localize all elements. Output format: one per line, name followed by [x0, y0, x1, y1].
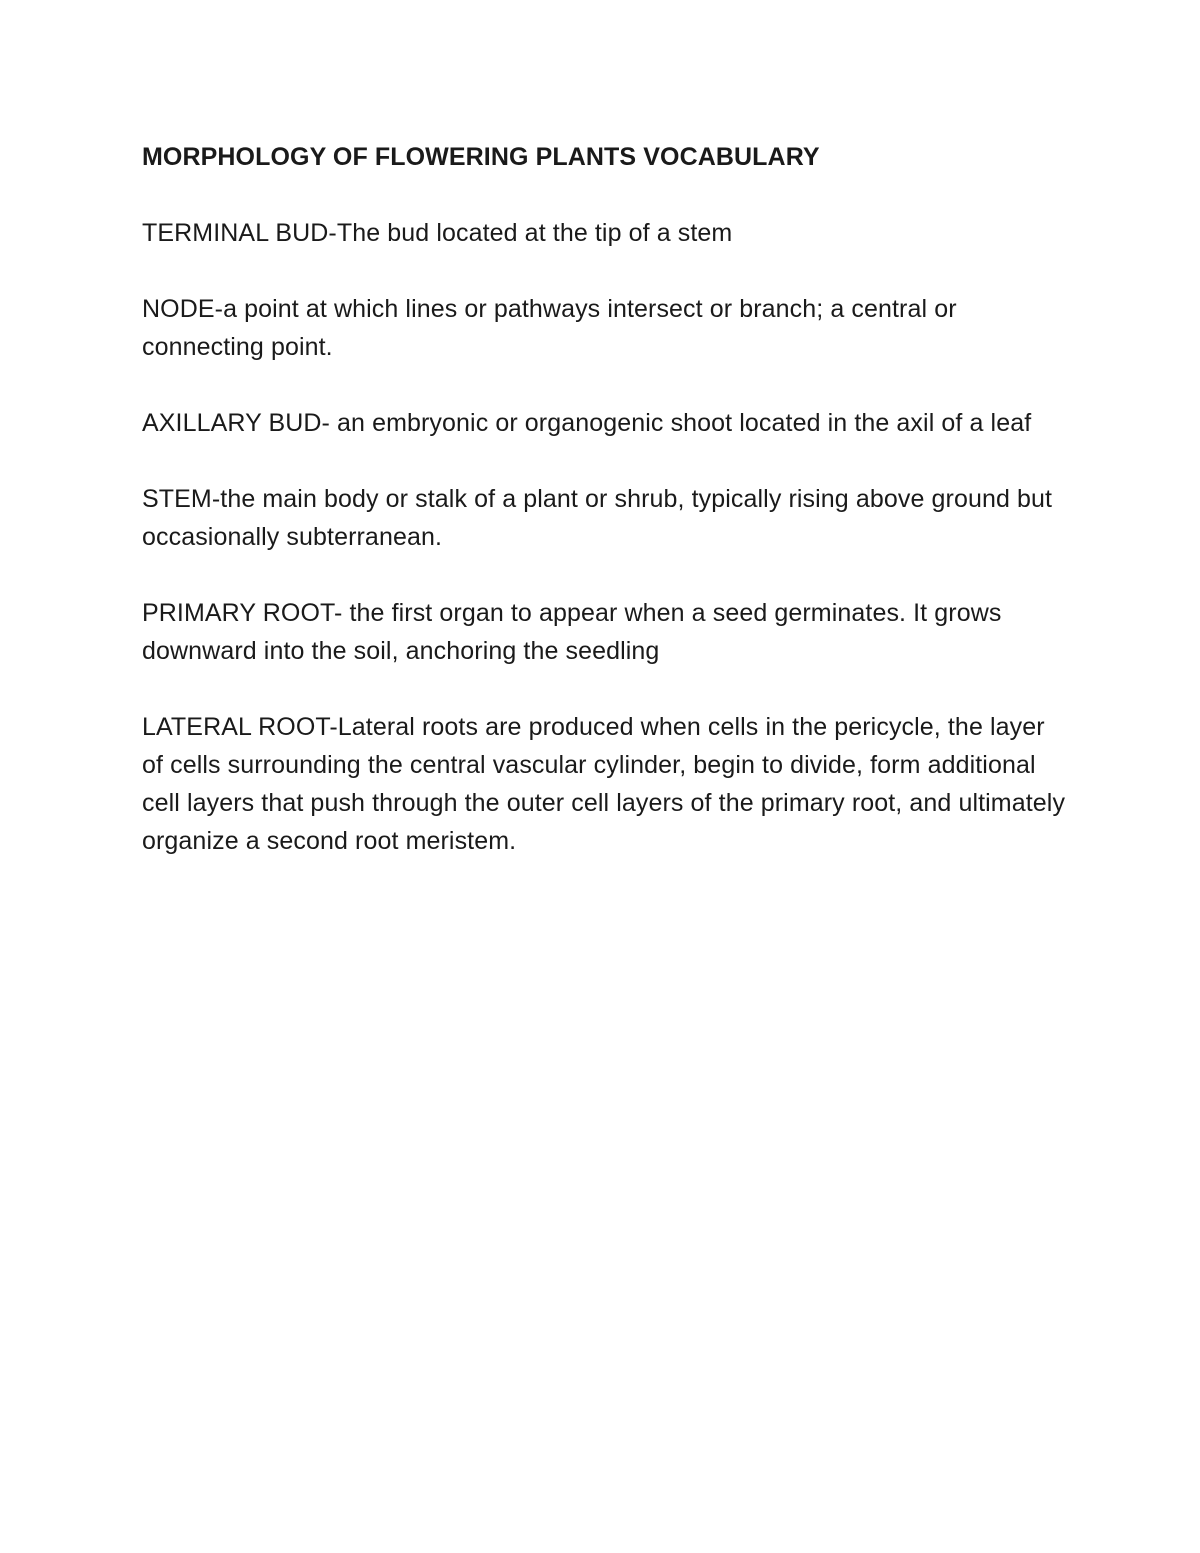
- vocab-term: TERMINAL BUD-: [142, 219, 337, 247]
- vocab-definition: the first organ to appear when a seed germinates. It grows downward into the soil, anchoring the seedling: [142, 599, 1002, 665]
- document-title: MORPHOLOGY OF FLOWERING PLANTS VOCABULARY: [142, 143, 820, 171]
- vocab-term: PRIMARY ROOT-: [142, 599, 343, 627]
- vocab-entry-stem: [142, 480, 1072, 556]
- vocab-term: STEM-: [142, 485, 221, 513]
- document-body: [142, 138, 1072, 898]
- vocab-definition: a point at which lines or pathways intersect or branch; a central or connecting point.: [142, 295, 957, 361]
- vocab-definition: the main body or stalk of a plant or shrub, typically rising above ground but occasionally subterranean.: [142, 485, 1053, 551]
- vocab-entry-terminal-bud: [142, 214, 1072, 252]
- vocab-entry-primary-root: [142, 594, 1072, 670]
- vocab-term: NODE-: [142, 295, 224, 323]
- vocab-term: LATERAL ROOT-: [142, 713, 338, 741]
- vocab-term: AXILLARY BUD-: [142, 409, 330, 437]
- vocab-entry-lateral-root: [142, 708, 1072, 860]
- vocab-definition: Lateral roots are produced when cells in the pericycle, the layer of cells surrounding the central vascular cylinder, begin to divide, form additional cell layers that push through the outer cell layers of the primary root, and ultimately organize a second root meristem.: [142, 713, 1066, 855]
- vocab-definition: an embryonic or organogenic shoot located in the axil of a leaf: [329, 409, 1032, 437]
- vocab-entry-axillary-bud: [142, 404, 1072, 442]
- vocab-entry-node: [142, 290, 1072, 366]
- vocab-definition: The bud located at the tip of a stem: [336, 219, 733, 247]
